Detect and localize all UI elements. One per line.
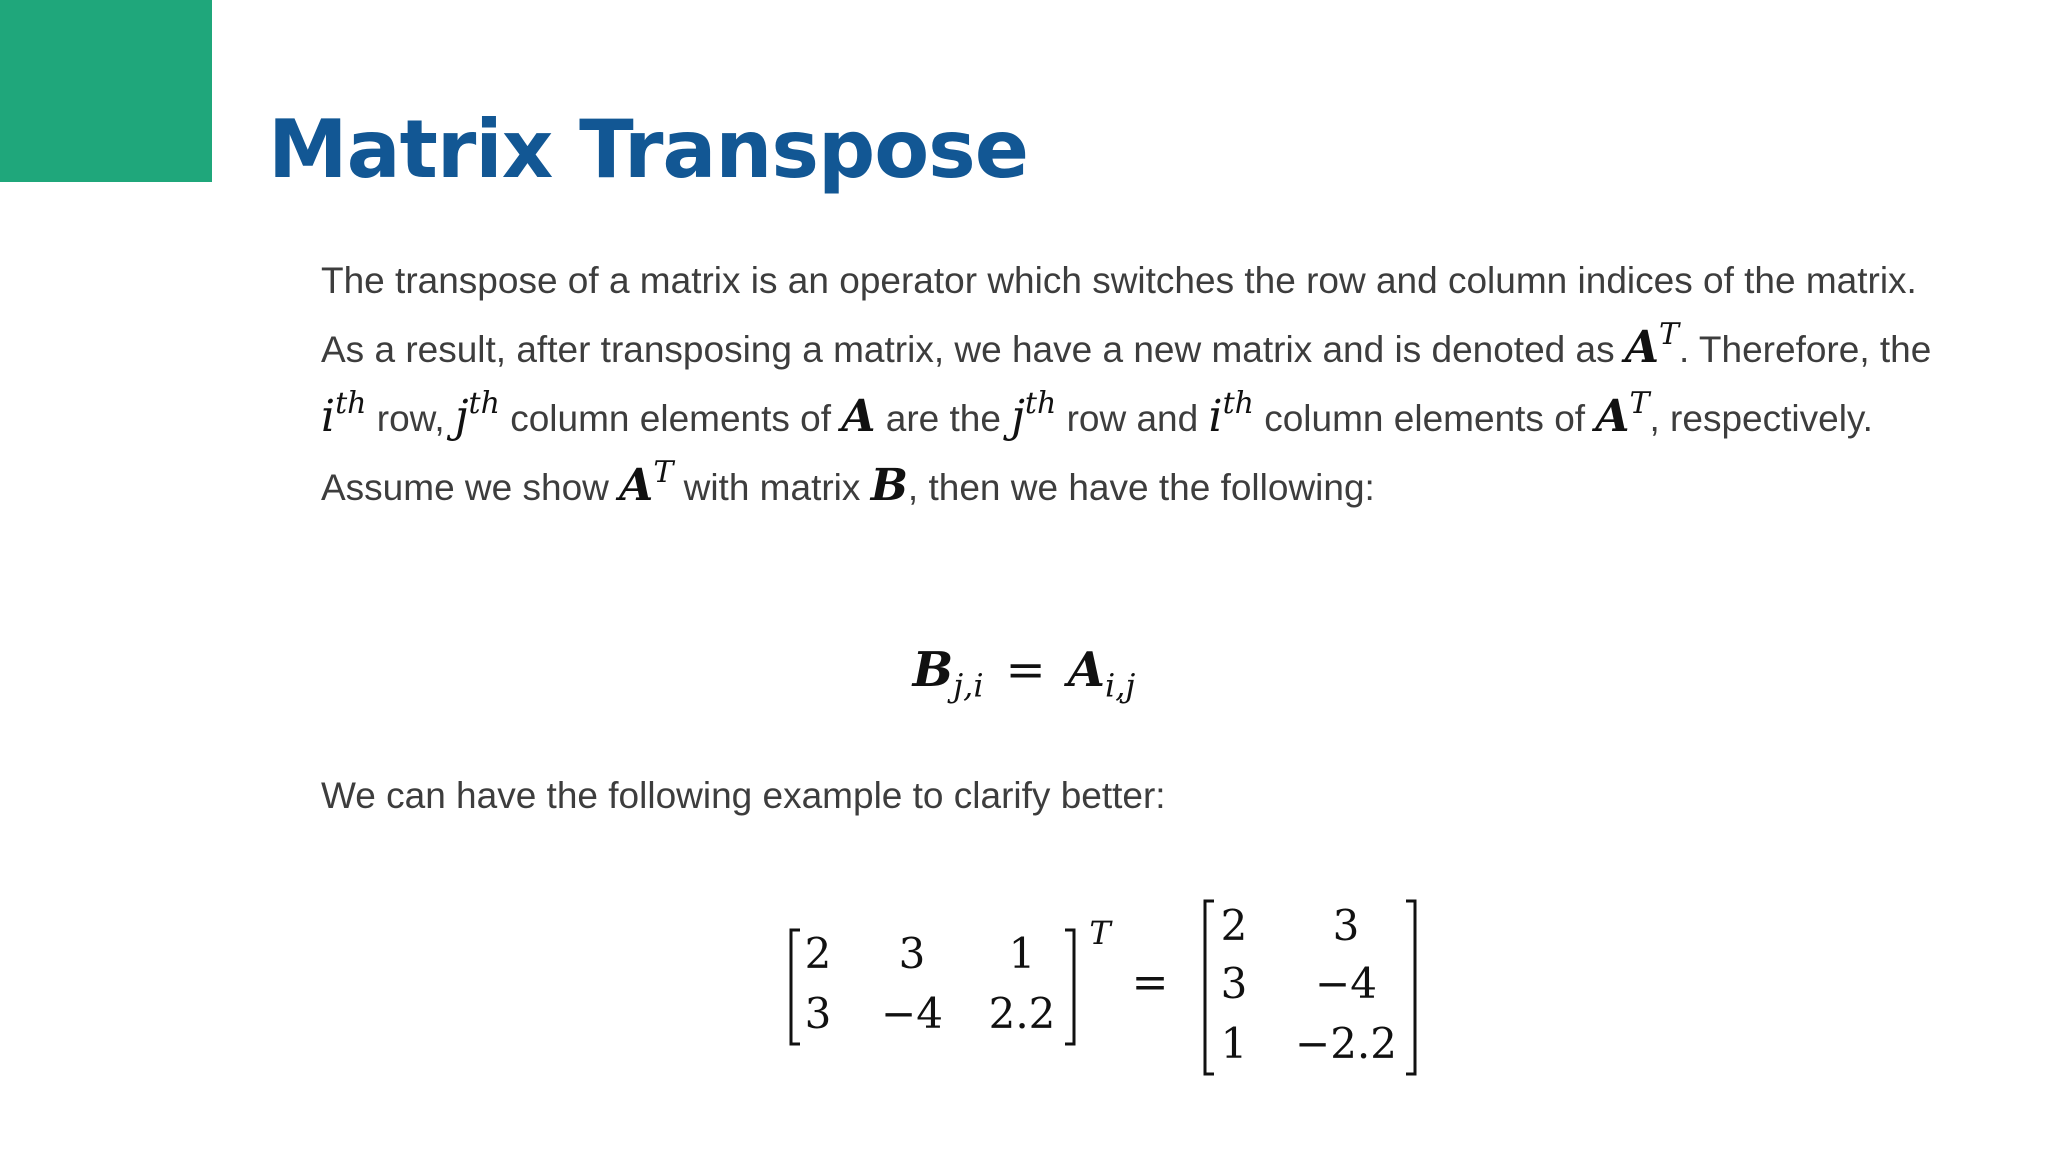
index-ji: j,i bbox=[953, 666, 984, 705]
math-i-th: $i^{th}$ bbox=[321, 386, 367, 442]
matrix-cell: 3 bbox=[804, 989, 832, 1038]
math-A: A bbox=[1067, 642, 1106, 698]
para-text: column elements of bbox=[1264, 398, 1586, 439]
math-A: $A^T$ bbox=[1595, 386, 1650, 442]
matrix-cell: 2 bbox=[1220, 901, 1248, 950]
matrix-cell: −2.2 bbox=[1295, 1019, 1397, 1068]
matrix-cell: 3 bbox=[1220, 959, 1248, 1008]
para-text: column elements of bbox=[510, 398, 832, 439]
matrix-cell: 2 bbox=[804, 929, 832, 978]
left-bracket bbox=[791, 930, 800, 1044]
para-text: row and bbox=[1066, 398, 1199, 439]
math-i-th: $i^{th}$ bbox=[1208, 386, 1254, 442]
math-B: B bbox=[870, 460, 908, 511]
matrix-cell: −4 bbox=[1315, 959, 1377, 1008]
equals-sign: = bbox=[1005, 642, 1046, 698]
matrix-cell: 3 bbox=[898, 929, 926, 978]
para-text: . Therefore, the bbox=[1679, 329, 1932, 370]
right-bracket bbox=[1065, 930, 1074, 1044]
math-A: A bbox=[841, 391, 876, 442]
matrix-cell: 2.2 bbox=[988, 989, 1056, 1038]
right-bracket bbox=[1406, 901, 1415, 1074]
slide-title: Matrix Transpose bbox=[268, 103, 1029, 196]
para-text: The transpose of a matrix is an operator which switches the row and column indices of the matrix. As a result, after transposing a matrix, we have a new matrix and is denoted as bbox=[321, 260, 1917, 370]
example-intro: We can have the following example to clarify better: bbox=[321, 775, 1166, 816]
matrix-cell: 1 bbox=[1220, 1019, 1248, 1068]
equals-sign: = bbox=[1131, 957, 1169, 1008]
para-text: , respectively. Assume we show bbox=[321, 398, 1873, 508]
matrix-cell: 1 bbox=[1008, 929, 1036, 978]
math-A: $A^T$ bbox=[1624, 317, 1680, 373]
index-ij: i,j bbox=[1105, 666, 1136, 705]
para-text: with matrix bbox=[683, 467, 861, 508]
math-B: B bbox=[912, 642, 954, 698]
para-text: are the bbox=[885, 398, 1001, 439]
matrix-cell: −4 bbox=[881, 989, 943, 1038]
para-text: row, bbox=[376, 398, 445, 439]
math-j-th: $j^{th}$ bbox=[454, 386, 500, 442]
math-A: $A^T$ bbox=[619, 455, 674, 511]
matrix-cell: 3 bbox=[1332, 901, 1360, 950]
math-j-th: $j^{th}$ bbox=[1011, 386, 1057, 442]
left-bracket bbox=[1205, 901, 1214, 1074]
transpose-superscript: T bbox=[1089, 914, 1111, 952]
para-text: , then we have the following: bbox=[907, 467, 1375, 508]
